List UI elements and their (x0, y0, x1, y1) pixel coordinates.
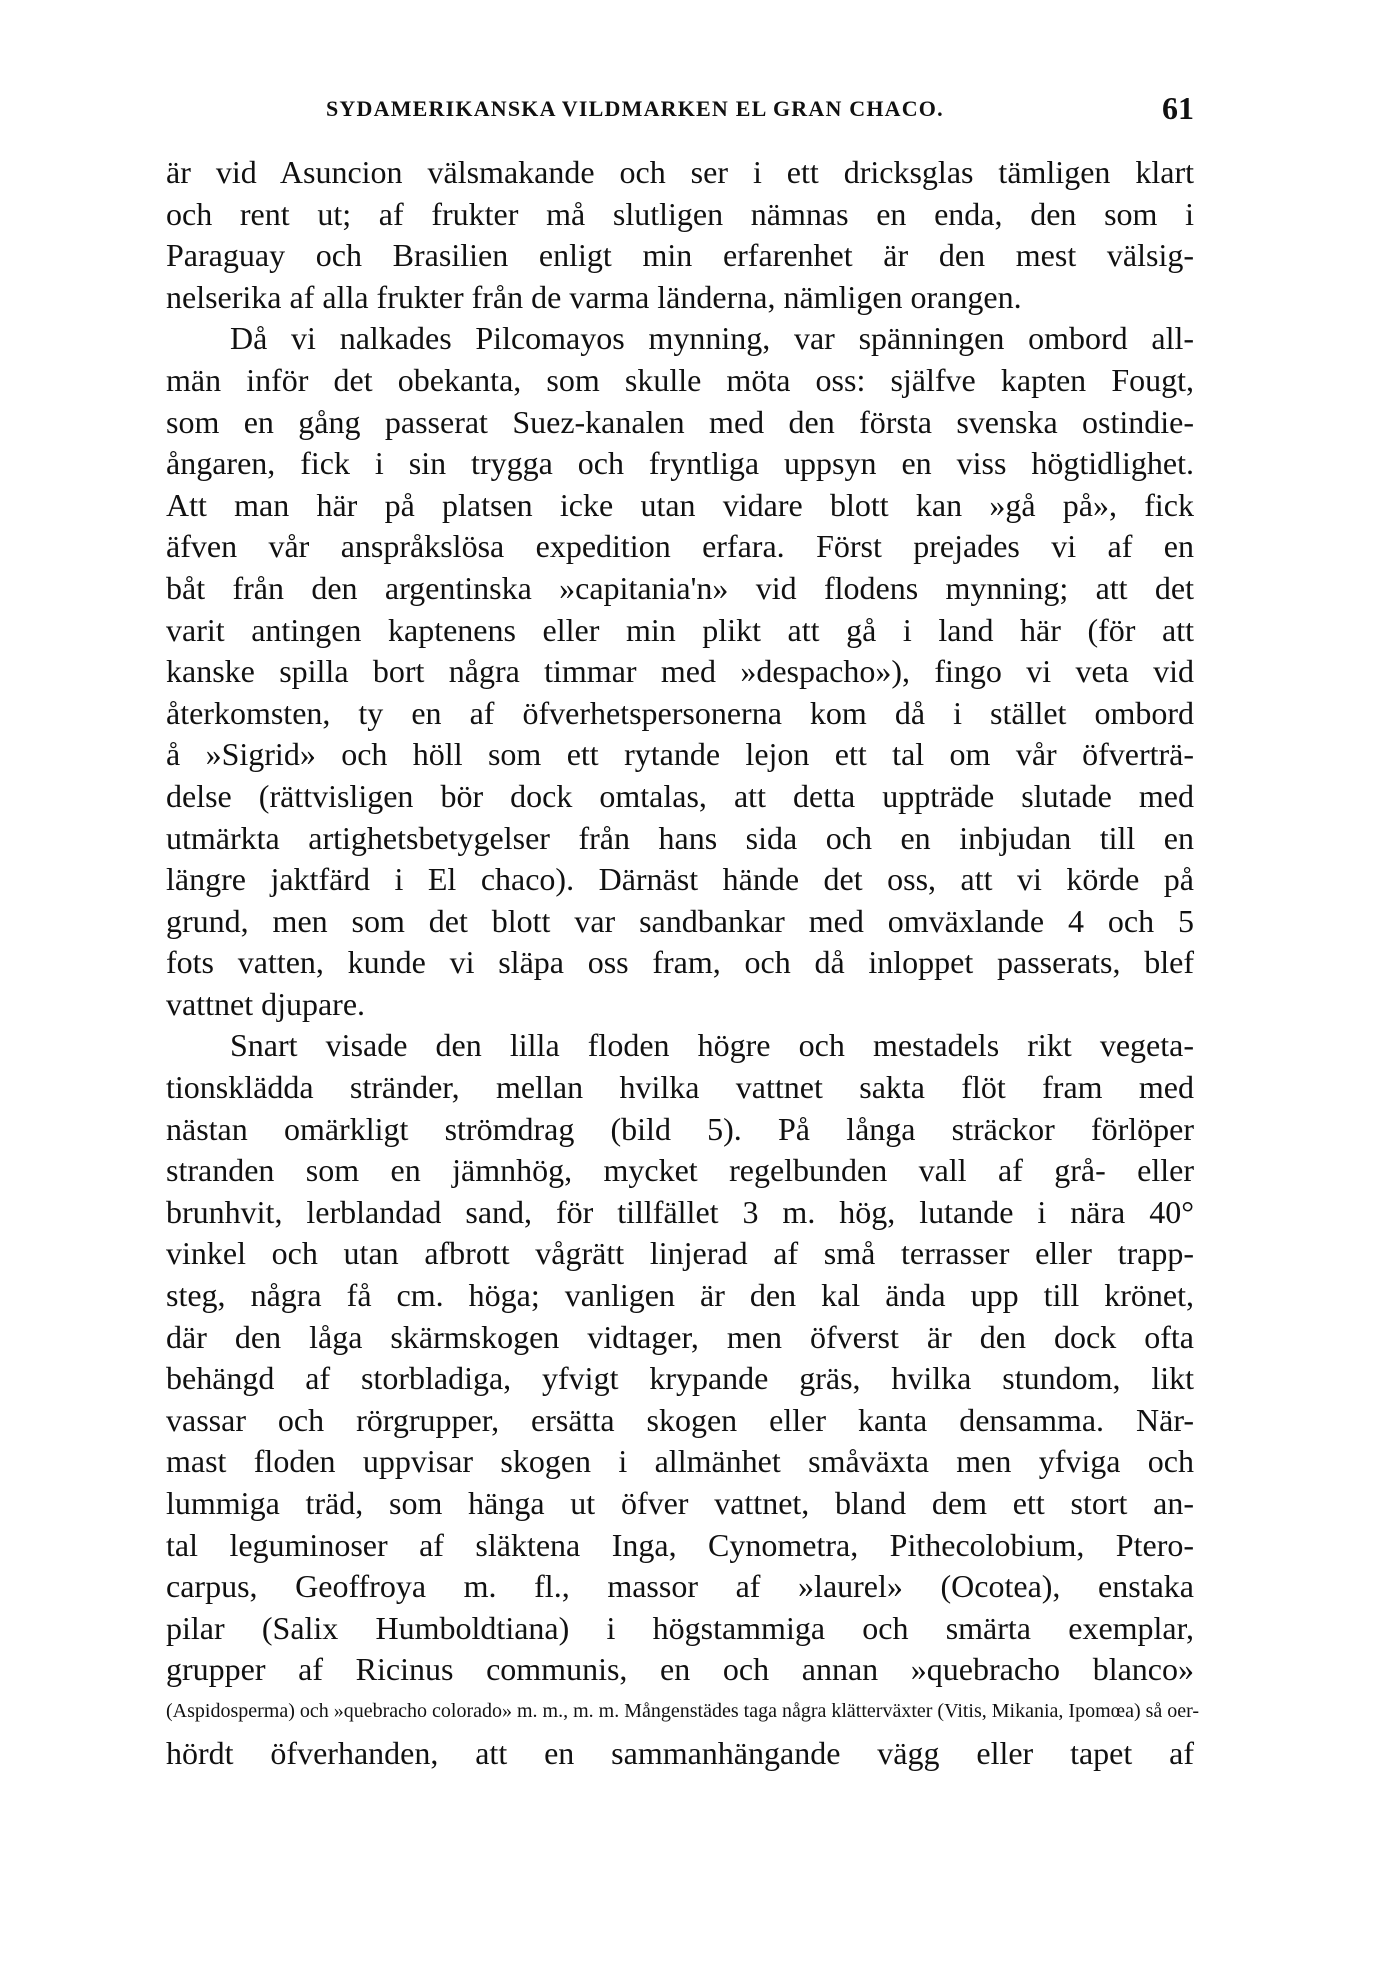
text-line: utmärkta artighetsbetygelser från hans sida och en inbjudan till en (166, 819, 1194, 856)
text-line: hördt öfverhanden, att en sammanhängande vägg eller tapet af (166, 1734, 1194, 1771)
text-line: carpus, Geoffroya m. fl., massor af »laurel» (Ocotea), enstaka (166, 1568, 1194, 1605)
text-line: grupper af Ricinus communis, en och annan »quebracho blanco» (166, 1651, 1194, 1688)
text-line: varit antingen kaptenens eller min plikt att gå i land här (för att (166, 611, 1194, 648)
text-line: steg, några få cm. höga; vanligen är den kal ända upp till krönet, (166, 1277, 1194, 1314)
text-line: mast floden uppvisar skogen i allmänhet småväxta men yfviga och (166, 1443, 1194, 1480)
text-line: nästan omärkligt strömdrag (bild 5). På långa sträckor förlöper (166, 1110, 1194, 1147)
text-line: kanske spilla bort några timmar med »despacho»), fingo vi veta vid (166, 653, 1194, 690)
text-line: (Aspidosperma) och »quebracho colorado» m. m., m. m. Mångenstädes taga några klätterväxter (Vitis, Mikania, Ipomœa) så oer- (166, 1699, 1200, 1722)
text-line: stranden som en jämnhög, mycket regelbunden vall af grå- eller (166, 1152, 1194, 1189)
text-line: nelserika af alla frukter från de varma länderna, nämligen orangen. (166, 278, 1022, 315)
text-line: är vid Asuncion välsmakande och ser i ett dricksglas tämligen klart (166, 154, 1194, 190)
text-line: Paraguay och Brasilien enligt min erfarenhet är den mest välsig- (166, 237, 1194, 274)
text-line: tionsklädda stränder, mellan hvilka vattnet sakta flöt fram med (166, 1069, 1194, 1106)
text-line: vinkel och utan afbrott vågrätt linjerad af små terrasser eller trapp- (166, 1235, 1194, 1272)
text-line: delse (rättvisligen bör dock omtalas, att detta uppträde slutade med (166, 777, 1194, 814)
text-line: brunhvit, lerblandad sand, för tillfället 3 m. hög, lutande i nära 40° (166, 1193, 1194, 1230)
text-line: fots vatten, kunde vi släpa oss fram, och då inloppet passerats, blef (166, 944, 1194, 981)
text-line: pilar (Salix Humboldtiana) i högstammiga och smärta exemplar, (166, 1609, 1194, 1646)
text-line: behängd af storbladiga, yfvigt krypande gräs, hvilka stundom, likt (166, 1360, 1194, 1397)
text-line: Att man här på platsen icke utan vidare blott kan »gå på», fick (166, 486, 1194, 523)
text-line: äfven vår anspråkslösa expedition erfara. Först prejades vi af en (166, 528, 1194, 565)
text-line: å »Sigrid» och höll som ett rytande lejon ett tal om vår öfverträ- (166, 736, 1194, 773)
text-line: återkomsten, ty en af öfverhetspersonerna kom då i stället ombord (166, 694, 1194, 731)
text-line: män inför det obekanta, som skulle möta oss: själfve kapten Fougt, (166, 361, 1194, 398)
paragraph-start-line: Snart visade den lilla floden högre och mestadels rikt vegeta- (230, 1027, 1194, 1064)
text-line: lummiga träd, som hänga ut öfver vattnet, bland dem ett stort an- (166, 1485, 1194, 1521)
text-line: vassar och rörgrupper, ersätta skogen eller kanta densamma. När- (166, 1401, 1194, 1438)
text-line: båt från den argentinska »capitania'n» vid flodens mynning; att det (166, 569, 1194, 606)
text-line: ångaren, fick i sin trygga och fryntliga uppsyn en viss högtidlighet. (166, 445, 1194, 482)
running-header (326, 90, 1194, 130)
text-line: grund, men som det blott var sandbankar med omväxlande 4 och 5 (166, 902, 1194, 939)
body-text (166, 152, 1200, 1774)
text-line: som en gång passerat Suez-kanalen med den första svenska ostindie- (166, 403, 1194, 440)
text-line: vattnet djupare. (166, 985, 366, 1022)
text-line: tal leguminoser af släktena Inga, Cynometra, Pithecolobium, Ptero- (166, 1526, 1194, 1563)
text-line: där den låga skärmskogen vidtager, men öfverst är den dock ofta (166, 1318, 1194, 1355)
running-title: SYDAMERIKANSKA VILDMARKEN EL GRAN CHACO. (326, 96, 944, 121)
page-number: 61 (1162, 90, 1194, 126)
text-line: och rent ut; af frukter må slutligen nämnas en enda, den som i (166, 195, 1194, 232)
text-line: längre jaktfärd i El chaco). Därnäst hände det oss, att vi körde på (166, 861, 1194, 898)
paragraph-start-line: Då vi nalkades Pilcomayos mynning, var spänningen ombord all- (230, 320, 1194, 357)
